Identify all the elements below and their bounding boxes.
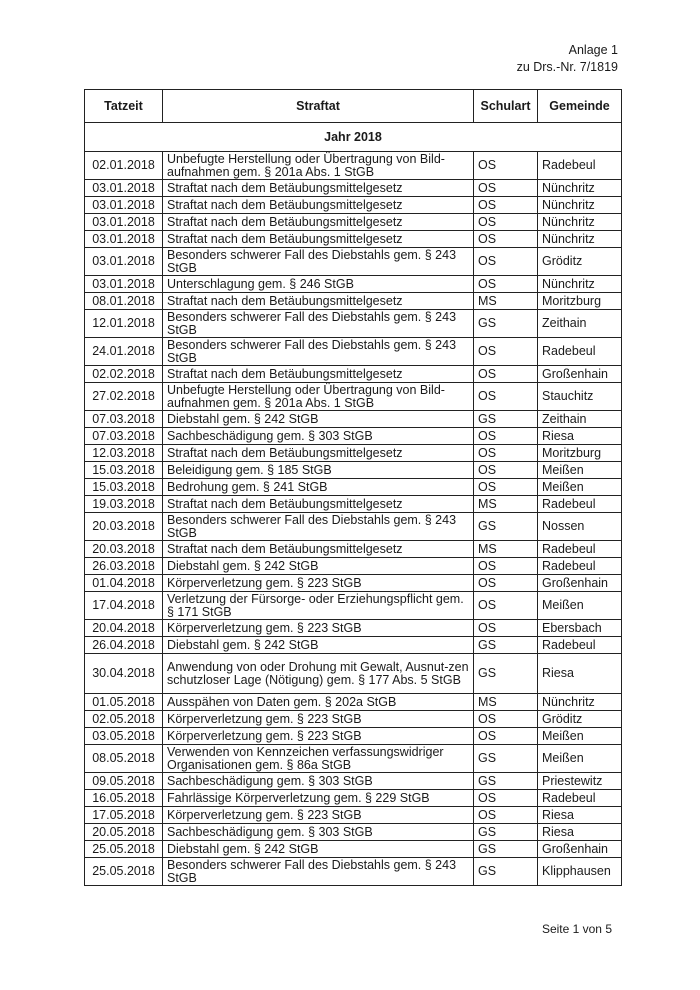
cell-schulart: OS xyxy=(474,575,538,592)
cell-tatzeit: 03.01.2018 xyxy=(85,214,163,231)
cell-schulart: MS xyxy=(474,496,538,513)
cell-gemeinde: Priestewitz xyxy=(538,773,622,790)
cell-straftat: Straftat nach dem Betäubungsmittelgesetz xyxy=(163,214,474,231)
cell-straftat: Straftat nach dem Betäubungsmittelgesetz xyxy=(163,445,474,462)
cell-tatzeit: 01.04.2018 xyxy=(85,575,163,592)
cell-straftat: Ausspähen von Daten gem. § 202a StGB xyxy=(163,694,474,711)
table-row xyxy=(85,310,622,338)
cell-schulart: OS xyxy=(474,807,538,824)
cell-schulart: GS xyxy=(474,637,538,654)
cell-straftat: Diebstahl gem. § 242 StGB xyxy=(163,637,474,654)
cell-gemeinde: Riesa xyxy=(538,807,622,824)
cell-schulart: GS xyxy=(474,654,538,694)
table-row xyxy=(85,513,622,541)
cell-schulart: GS xyxy=(474,858,538,886)
cell-gemeinde: Stauchitz xyxy=(538,383,622,411)
table-row xyxy=(85,773,622,790)
cell-straftat: Straftat nach dem Betäubungsmittelgesetz xyxy=(163,541,474,558)
cell-tatzeit: 09.05.2018 xyxy=(85,773,163,790)
cell-straftat: Körperverletzung gem. § 223 StGB xyxy=(163,620,474,637)
cell-tatzeit: 12.03.2018 xyxy=(85,445,163,462)
cell-gemeinde: Nünchritz xyxy=(538,694,622,711)
table-row xyxy=(85,248,622,276)
table-row xyxy=(85,428,622,445)
cell-tatzeit: 17.05.2018 xyxy=(85,807,163,824)
cell-straftat: Straftat nach dem Betäubungsmittelgesetz xyxy=(163,180,474,197)
cell-tatzeit: 03.01.2018 xyxy=(85,248,163,276)
table-row xyxy=(85,824,622,841)
cell-gemeinde: Nünchritz xyxy=(538,180,622,197)
table-row xyxy=(85,592,622,620)
cell-straftat: Besonders schwerer Fall des Diebstahls gem. § 243 StGB xyxy=(163,248,474,276)
cell-straftat: Beleidigung gem. § 185 StGB xyxy=(163,462,474,479)
table-row xyxy=(85,197,622,214)
cell-tatzeit: 19.03.2018 xyxy=(85,496,163,513)
table-row xyxy=(85,620,622,637)
cell-gemeinde: Meißen xyxy=(538,462,622,479)
table-row xyxy=(85,231,622,248)
cell-tatzeit: 03.01.2018 xyxy=(85,197,163,214)
cell-gemeinde: Meißen xyxy=(538,745,622,773)
table-row xyxy=(85,276,622,293)
year-row xyxy=(85,123,622,152)
cell-gemeinde: Großenhain xyxy=(538,366,622,383)
cell-tatzeit: 15.03.2018 xyxy=(85,479,163,496)
column-header-tatzeit: Tatzeit xyxy=(85,90,163,123)
cell-straftat: Unbefugte Herstellung oder Übertragung von Bild-aufnahmen gem. § 201a Abs. 1 StGB xyxy=(163,383,474,411)
cell-gemeinde: Zeithain xyxy=(538,411,622,428)
cell-tatzeit: 08.05.2018 xyxy=(85,745,163,773)
table-row xyxy=(85,694,622,711)
cell-tatzeit: 16.05.2018 xyxy=(85,790,163,807)
cell-schulart: MS xyxy=(474,541,538,558)
cell-straftat: Sachbeschädigung gem. § 303 StGB xyxy=(163,428,474,445)
cell-gemeinde: Riesa xyxy=(538,824,622,841)
cell-gemeinde: Radebeul xyxy=(538,496,622,513)
cell-straftat: Verletzung der Fürsorge- oder Erziehungspflicht gem. § 171 StGB xyxy=(163,592,474,620)
cell-schulart: OS xyxy=(474,180,538,197)
cell-tatzeit: 02.01.2018 xyxy=(85,152,163,180)
cell-schulart: OS xyxy=(474,620,538,637)
cell-schulart: OS xyxy=(474,231,538,248)
cell-schulart: OS xyxy=(474,445,538,462)
table-row xyxy=(85,293,622,310)
cell-straftat: Besonders schwerer Fall des Diebstahls gem. § 243 StGB xyxy=(163,513,474,541)
cell-tatzeit: 27.02.2018 xyxy=(85,383,163,411)
cell-schulart: OS xyxy=(474,214,538,231)
table-row xyxy=(85,383,622,411)
cell-schulart: OS xyxy=(474,383,538,411)
column-header-schulart: Schulart xyxy=(474,90,538,123)
cell-schulart: GS xyxy=(474,745,538,773)
cell-gemeinde: Moritzburg xyxy=(538,445,622,462)
table-row xyxy=(85,496,622,513)
cell-straftat: Straftat nach dem Betäubungsmittelgesetz xyxy=(163,231,474,248)
table-row xyxy=(85,728,622,745)
cell-gemeinde: Nossen xyxy=(538,513,622,541)
cell-gemeinde: Moritzburg xyxy=(538,293,622,310)
cell-straftat: Straftat nach dem Betäubungsmittelgesetz xyxy=(163,293,474,310)
cell-gemeinde: Zeithain xyxy=(538,310,622,338)
cell-straftat: Körperverletzung gem. § 223 StGB xyxy=(163,575,474,592)
cell-gemeinde: Nünchritz xyxy=(538,231,622,248)
cell-tatzeit: 08.01.2018 xyxy=(85,293,163,310)
attachment-label: Anlage 1 xyxy=(568,43,618,57)
table-row xyxy=(85,462,622,479)
cell-straftat: Diebstahl gem. § 242 StGB xyxy=(163,841,474,858)
cell-tatzeit: 07.03.2018 xyxy=(85,428,163,445)
cell-schulart: OS xyxy=(474,338,538,366)
cell-gemeinde: Klipphausen xyxy=(538,858,622,886)
table-row xyxy=(85,807,622,824)
year-heading: Jahr 2018 xyxy=(85,123,622,152)
table-row xyxy=(85,214,622,231)
table-row xyxy=(85,790,622,807)
table-row xyxy=(85,366,622,383)
cell-schulart: OS xyxy=(474,728,538,745)
cell-schulart: OS xyxy=(474,592,538,620)
attachment-reference xyxy=(517,42,618,76)
cell-gemeinde: Nünchritz xyxy=(538,214,622,231)
cell-tatzeit: 26.03.2018 xyxy=(85,558,163,575)
table-row xyxy=(85,711,622,728)
cell-schulart: OS xyxy=(474,276,538,293)
column-header-straftat: Straftat xyxy=(163,90,474,123)
document-number: zu Drs.-Nr. 7/1819 xyxy=(516,60,618,74)
cell-gemeinde: Gröditz xyxy=(538,711,622,728)
column-header-gemeinde: Gemeinde xyxy=(538,90,622,123)
table-row xyxy=(85,338,622,366)
cell-schulart: OS xyxy=(474,462,538,479)
cell-tatzeit: 03.01.2018 xyxy=(85,231,163,248)
cell-tatzeit: 02.02.2018 xyxy=(85,366,163,383)
cell-tatzeit: 01.05.2018 xyxy=(85,694,163,711)
cell-straftat: Sachbeschädigung gem. § 303 StGB xyxy=(163,773,474,790)
cell-straftat: Unbefugte Herstellung oder Übertragung von Bild-aufnahmen gem. § 201a Abs. 1 StGB xyxy=(163,152,474,180)
cell-straftat: Besonders schwerer Fall des Diebstahls gem. § 243 StGB xyxy=(163,858,474,886)
cell-schulart: OS xyxy=(474,248,538,276)
cell-straftat: Straftat nach dem Betäubungsmittelgesetz xyxy=(163,366,474,383)
cell-gemeinde: Radebeul xyxy=(538,541,622,558)
cell-tatzeit: 20.04.2018 xyxy=(85,620,163,637)
cell-straftat: Diebstahl gem. § 242 StGB xyxy=(163,558,474,575)
table-row xyxy=(85,841,622,858)
table-row xyxy=(85,541,622,558)
cell-gemeinde: Radebeul xyxy=(538,637,622,654)
cell-schulart: GS xyxy=(474,513,538,541)
cell-gemeinde: Ebersbach xyxy=(538,620,622,637)
cell-schulart: GS xyxy=(474,841,538,858)
cell-straftat: Straftat nach dem Betäubungsmittelgesetz xyxy=(163,197,474,214)
table-row xyxy=(85,575,622,592)
cell-tatzeit: 12.01.2018 xyxy=(85,310,163,338)
table-row xyxy=(85,745,622,773)
cell-schulart: GS xyxy=(474,411,538,428)
cell-schulart: OS xyxy=(474,366,538,383)
cell-schulart: OS xyxy=(474,711,538,728)
cell-gemeinde: Großenhain xyxy=(538,575,622,592)
cell-gemeinde: Gröditz xyxy=(538,248,622,276)
cell-gemeinde: Riesa xyxy=(538,428,622,445)
cell-tatzeit: 03.01.2018 xyxy=(85,276,163,293)
cell-schulart: OS xyxy=(474,479,538,496)
cell-schulart: OS xyxy=(474,790,538,807)
cell-straftat: Anwendung von oder Drohung mit Gewalt, Ausnut-zen schutzloser Lage (Nötigung) gem. § 177 Abs. 5 StGB xyxy=(163,654,474,694)
cell-straftat: Straftat nach dem Betäubungsmittelgesetz xyxy=(163,496,474,513)
table-row xyxy=(85,479,622,496)
table-row xyxy=(85,411,622,428)
cell-straftat: Besonders schwerer Fall des Diebstahls gem. § 243 StGB xyxy=(163,310,474,338)
cell-gemeinde: Nünchritz xyxy=(538,197,622,214)
cell-gemeinde: Nünchritz xyxy=(538,276,622,293)
cell-schulart: OS xyxy=(474,197,538,214)
table-row xyxy=(85,858,622,886)
cell-straftat: Verwenden von Kennzeichen verfassungswidriger Organisationen gem. § 86a StGB xyxy=(163,745,474,773)
cell-tatzeit: 20.03.2018 xyxy=(85,541,163,558)
cell-gemeinde: Meißen xyxy=(538,479,622,496)
cell-gemeinde: Radebeul xyxy=(538,558,622,575)
cell-gemeinde: Meißen xyxy=(538,728,622,745)
cell-straftat: Körperverletzung gem. § 223 StGB xyxy=(163,728,474,745)
table-row xyxy=(85,445,622,462)
cell-straftat: Sachbeschädigung gem. § 303 StGB xyxy=(163,824,474,841)
cell-gemeinde: Radebeul xyxy=(538,790,622,807)
cell-tatzeit: 24.01.2018 xyxy=(85,338,163,366)
cell-gemeinde: Meißen xyxy=(538,592,622,620)
cell-gemeinde: Radebeul xyxy=(538,338,622,366)
cell-schulart: OS xyxy=(474,428,538,445)
cell-straftat: Fahrlässige Körperverletzung gem. § 229 StGB xyxy=(163,790,474,807)
offense-table xyxy=(84,89,622,886)
cell-schulart: MS xyxy=(474,293,538,310)
cell-tatzeit: 15.03.2018 xyxy=(85,462,163,479)
table-row xyxy=(85,152,622,180)
cell-schulart: GS xyxy=(474,773,538,790)
cell-straftat: Bedrohung gem. § 241 StGB xyxy=(163,479,474,496)
cell-gemeinde: Radebeul xyxy=(538,152,622,180)
table-row xyxy=(85,558,622,575)
cell-tatzeit: 20.05.2018 xyxy=(85,824,163,841)
cell-schulart: OS xyxy=(474,152,538,180)
cell-straftat: Besonders schwerer Fall des Diebstahls gem. § 243 StGB xyxy=(163,338,474,366)
cell-tatzeit: 02.05.2018 xyxy=(85,711,163,728)
cell-tatzeit: 26.04.2018 xyxy=(85,637,163,654)
cell-tatzeit: 03.01.2018 xyxy=(85,180,163,197)
table-row xyxy=(85,637,622,654)
cell-tatzeit: 25.05.2018 xyxy=(85,841,163,858)
cell-tatzeit: 25.05.2018 xyxy=(85,858,163,886)
cell-gemeinde: Großenhain xyxy=(538,841,622,858)
cell-schulart: GS xyxy=(474,310,538,338)
cell-gemeinde: Riesa xyxy=(538,654,622,694)
table-row xyxy=(85,180,622,197)
table-header-row xyxy=(85,90,622,123)
cell-straftat: Unterschlagung gem. § 246 StGB xyxy=(163,276,474,293)
cell-tatzeit: 03.05.2018 xyxy=(85,728,163,745)
cell-straftat: Diebstahl gem. § 242 StGB xyxy=(163,411,474,428)
cell-straftat: Körperverletzung gem. § 223 StGB xyxy=(163,711,474,728)
cell-straftat: Körperverletzung gem. § 223 StGB xyxy=(163,807,474,824)
cell-schulart: MS xyxy=(474,694,538,711)
page-number: Seite 1 von 5 xyxy=(541,922,612,936)
cell-tatzeit: 07.03.2018 xyxy=(85,411,163,428)
cell-tatzeit: 20.03.2018 xyxy=(85,513,163,541)
cell-schulart: GS xyxy=(474,824,538,841)
table-row xyxy=(85,654,622,694)
cell-tatzeit: 17.04.2018 xyxy=(85,592,163,620)
cell-tatzeit: 30.04.2018 xyxy=(85,654,163,694)
cell-schulart: OS xyxy=(474,558,538,575)
